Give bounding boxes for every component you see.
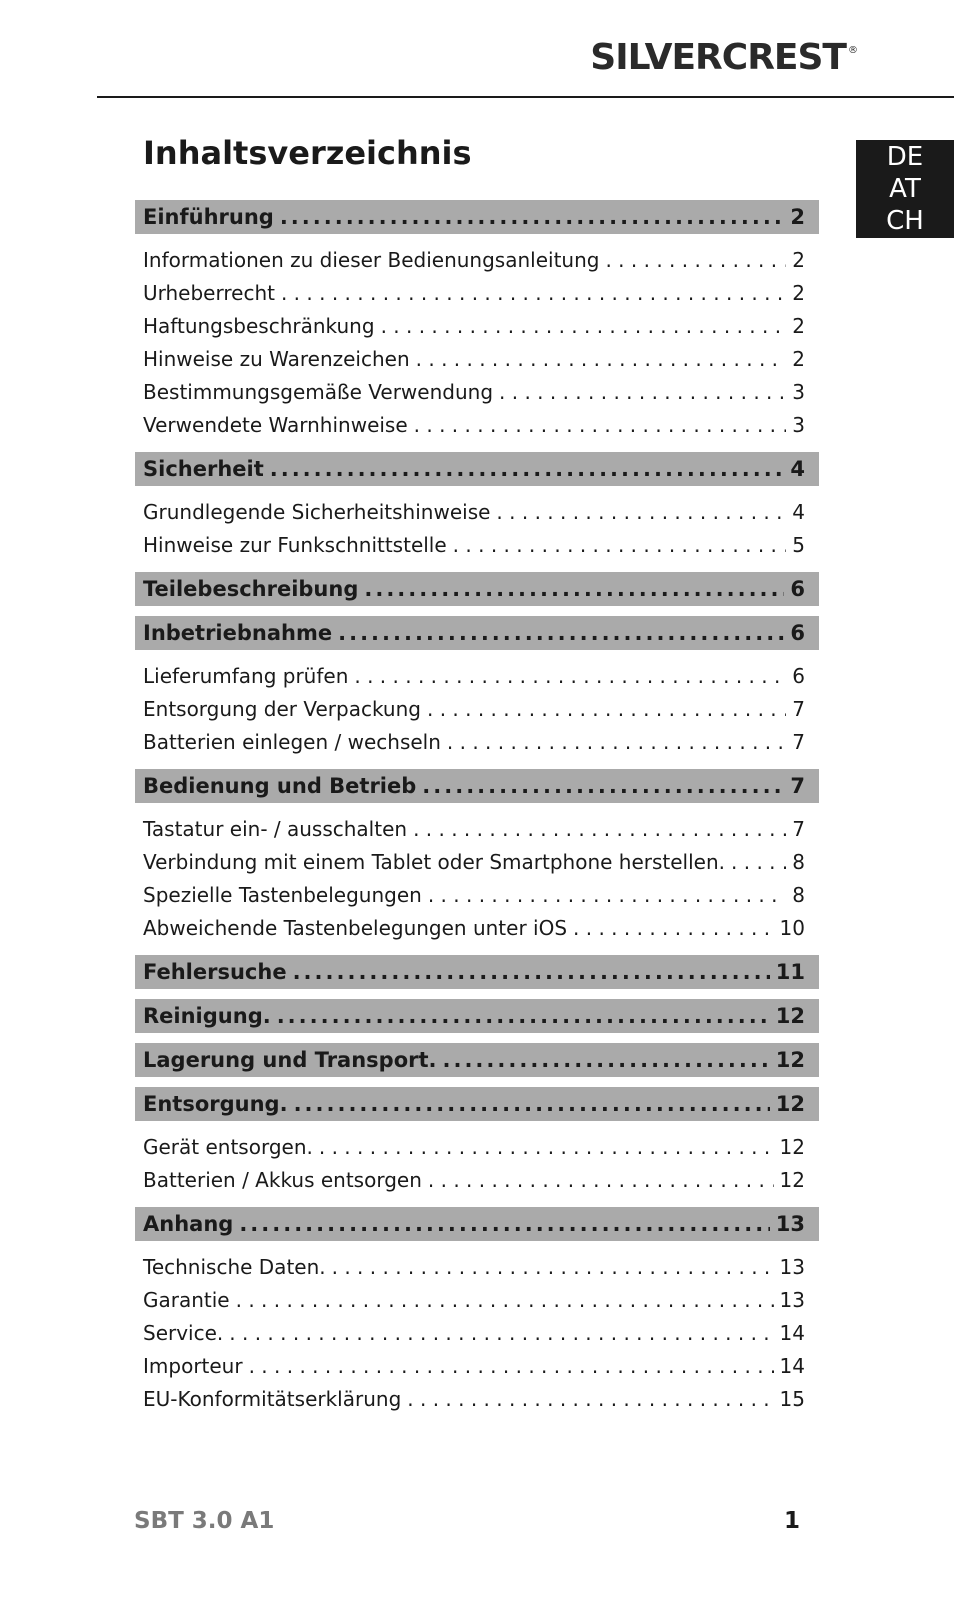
toc-leader-dots [281,277,786,310]
toc-entry-label: Service. [143,1321,224,1345]
toc-entry-row[interactable] [135,726,819,759]
toc-leader-dots [229,1317,773,1350]
toc-section-label: Fehlersuche [143,960,287,984]
toc-leader-dots [413,813,786,846]
toc-page-number: 2 [792,281,805,305]
toc-entry-label: Hinweise zur Funkschnittstelle [143,533,447,557]
page-title: Inhaltsverzeichnis [143,134,472,172]
toc-page-number: 2 [792,347,805,371]
toc-leader-dots [338,616,784,650]
toc-entry-row[interactable] [135,912,819,945]
toc-page-number: 5 [792,533,805,557]
toc-entry-label: Importeur [143,1354,243,1378]
toc-section-row[interactable] [135,572,819,606]
toc-section-label: Bedienung und Betrieb [143,774,417,798]
toc-entry-label: Batterien / Akkus entsorgen [143,1168,422,1192]
toc-entry-row[interactable] [135,1164,819,1197]
toc-page-number: 15 [779,1387,805,1411]
toc-section-label: Entsorgung. [143,1092,288,1116]
toc-entry-label: EU-Konformitätserklärung [143,1387,402,1411]
toc-leader-dots [293,955,770,989]
toc-leader-dots [605,244,786,277]
toc-leader-dots [270,452,785,486]
toc-page-number: 12 [779,1168,805,1192]
toc-page-number: 12 [775,1048,805,1072]
toc-entry-label: Technische Daten. [143,1255,326,1279]
toc-entry-row[interactable] [135,343,819,376]
toc-section-row[interactable] [135,452,819,486]
toc-page-number: 7 [792,730,805,754]
toc-leader-dots [407,1383,773,1416]
toc-page-number: 8 [792,883,805,907]
toc-leader-dots [354,660,786,693]
toc-leader-dots [496,496,786,529]
toc-page-number: 4 [790,457,805,481]
toc-section-label: Reinigung. [143,1004,271,1028]
toc-page-number: 7 [792,817,805,841]
toc-entry-row[interactable] [135,813,819,846]
toc-entry-label: Verbindung mit einem Tablet oder Smartphone herstellen. [143,850,726,874]
toc-section-label: Einführung [143,205,274,229]
toc-leader-dots [236,1284,774,1317]
toc-entry-row[interactable] [135,1251,819,1284]
toc-page-number: 4 [792,500,805,524]
toc-section-row[interactable] [135,769,819,803]
toc-leader-dots [499,376,786,409]
toc-page-number: 13 [775,1212,805,1236]
language-ch: CH [886,206,924,236]
toc-page-number: 7 [792,697,805,721]
toc-section-row[interactable] [135,200,819,234]
toc-leader-dots [294,1087,770,1121]
toc-entry-row[interactable] [135,693,819,726]
toc-leader-dots [443,1043,770,1077]
toc-entry-label: Lieferumfang prüfen [143,664,349,688]
toc-page-number: 2 [792,248,805,272]
footer-page-number: 1 [783,1508,800,1534]
toc-leader-dots [381,310,787,343]
toc-entry-label: Garantie [143,1288,230,1312]
toc-page-number: 12 [775,1092,805,1116]
toc-leader-dots [422,769,784,803]
toc-page-number: 6 [790,577,805,601]
toc-page-number: 12 [775,1004,805,1028]
toc-entry-row[interactable] [135,310,819,343]
toc-section-row[interactable] [135,955,819,989]
language-tab [856,140,954,238]
toc-section-row[interactable] [135,616,819,650]
table-of-contents [135,200,819,1416]
toc-entry-row[interactable] [135,1317,819,1350]
toc-page-number: 3 [792,380,805,404]
toc-entry-label: Bestimmungsgemäße Verwendung [143,380,494,404]
toc-section-row[interactable] [135,1087,819,1121]
registered-mark: ® [848,45,857,56]
toc-entry-row[interactable] [135,529,819,562]
toc-page-number: 2 [790,205,805,229]
toc-page-number: 8 [792,850,805,874]
toc-entry-row[interactable] [135,376,819,409]
toc-page-number: 10 [779,916,805,940]
toc-entry-row[interactable] [135,277,819,310]
toc-page-number: 3 [792,413,805,437]
header-divider [97,96,954,98]
toc-leader-dots [428,1164,774,1197]
toc-entry-row[interactable] [135,409,819,442]
toc-leader-dots [428,879,786,912]
toc-entry-label: Entsorgung der Verpackung [143,697,421,721]
toc-entry-label: Grundlegende Sicherheitshinweise [143,500,491,524]
toc-entry-label: Informationen zu dieser Bedienungsanleitung [143,248,600,272]
toc-page-number: 13 [779,1288,805,1312]
toc-page-number: 11 [775,960,805,984]
toc-entry-row[interactable] [135,1284,819,1317]
toc-entry-label: Urheberrecht [143,281,275,305]
toc-entry-label: Batterien einlegen / wechseln [143,730,441,754]
toc-section-label: Inbetriebnahme [143,621,333,645]
toc-section-label: Anhang [143,1212,234,1236]
toc-entry-row[interactable] [135,660,819,693]
toc-leader-dots [573,912,774,945]
toc-leader-dots [332,1251,774,1284]
toc-leader-dots [249,1350,774,1383]
toc-leader-dots [239,1207,769,1241]
toc-entry-row[interactable] [135,1383,819,1416]
toc-leader-dots [427,693,786,726]
toc-entry-row[interactable] [135,846,819,879]
toc-leader-dots [364,572,784,606]
toc-leader-dots [447,726,786,759]
toc-entry-label: Spezielle Tastenbelegungen [143,883,422,907]
toc-entry-row[interactable] [135,1131,819,1164]
toc-page-number: 13 [779,1255,805,1279]
toc-entry-row[interactable] [135,879,819,912]
toc-section-label: Teilebeschreibung [143,577,359,601]
footer-model: SBT 3.0 A1 [134,1508,275,1534]
toc-entry-label: Abweichende Tastenbelegungen unter iOS [143,916,568,940]
language-de: DE [886,142,924,172]
toc-page-number: 14 [779,1354,805,1378]
toc-page-number: 6 [790,621,805,645]
toc-section-row[interactable] [135,1207,819,1241]
toc-leader-dots [277,999,770,1033]
toc-leader-dots [453,529,787,562]
toc-entry-label: Tastatur ein- / ausschalten [143,817,408,841]
toc-page-number: 12 [779,1135,805,1159]
toc-leader-dots [319,1131,774,1164]
toc-leader-dots [280,200,785,234]
toc-entry-label: Verwendete Warnhinweise [143,413,408,437]
toc-leader-dots [414,409,787,442]
toc-entry-label: Hinweise zu Warenzeichen [143,347,410,371]
toc-leader-dots [416,343,787,376]
toc-entry-label: Gerät entsorgen. [143,1135,313,1159]
toc-entry-row[interactable] [135,496,819,529]
brand-name: SILVERCREST [590,37,846,78]
toc-section-label: Lagerung und Transport. [143,1048,437,1072]
toc-page-number: 14 [779,1321,805,1345]
toc-leader-dots [731,846,786,879]
toc-entry-row[interactable] [135,1350,819,1383]
toc-section-row[interactable] [135,1043,819,1077]
toc-section-label: Sicherheit [143,457,264,481]
toc-page-number: 6 [792,664,805,688]
language-at: AT [889,174,921,204]
toc-entry-row[interactable] [135,244,819,277]
toc-page-number: 7 [790,774,805,798]
toc-entry-label: Haftungsbeschränkung [143,314,375,338]
toc-section-row[interactable] [135,999,819,1033]
toc-page-number: 2 [792,314,805,338]
brand-logo [590,37,857,78]
